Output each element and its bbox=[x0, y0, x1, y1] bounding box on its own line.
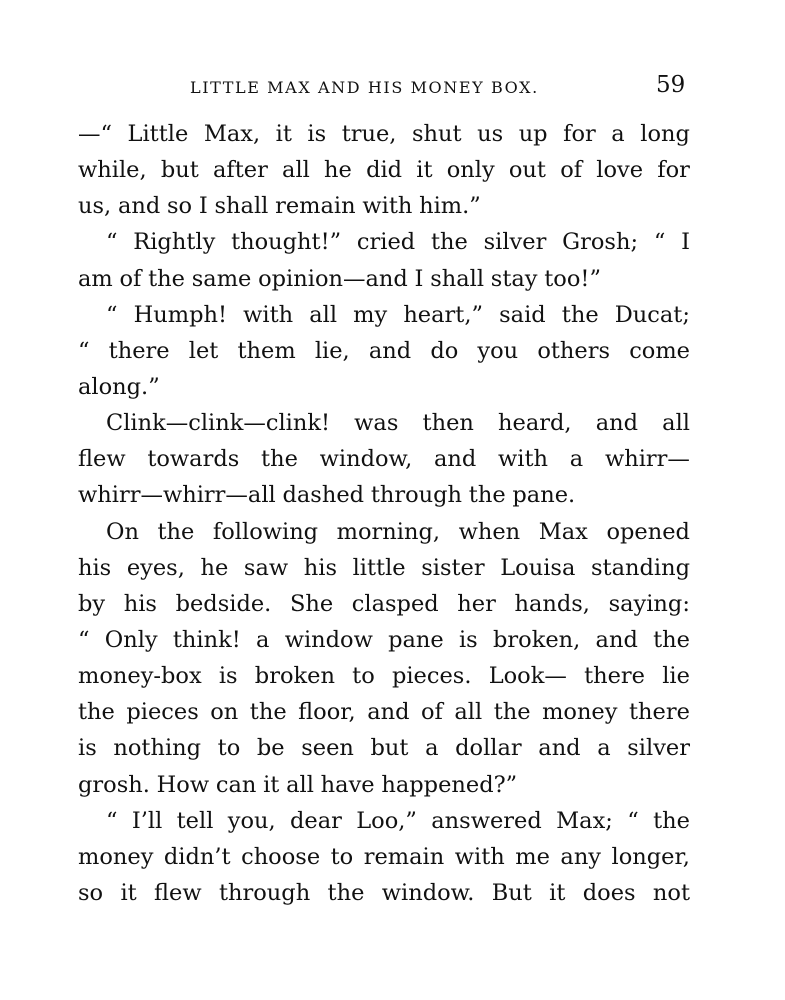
word: my bbox=[353, 301, 388, 328]
text-line bbox=[78, 622, 690, 658]
word: I bbox=[681, 229, 690, 256]
word: a bbox=[611, 121, 625, 147]
word: up bbox=[518, 121, 548, 147]
word: us bbox=[477, 121, 504, 147]
word: all bbox=[454, 699, 483, 726]
word: too!” bbox=[544, 265, 601, 292]
word: is bbox=[78, 735, 97, 762]
word: window bbox=[284, 626, 373, 653]
word: “ bbox=[106, 229, 118, 256]
word: love bbox=[596, 157, 644, 184]
text-line bbox=[78, 839, 690, 875]
word: for bbox=[563, 121, 596, 147]
word: the bbox=[561, 301, 599, 328]
word: with bbox=[454, 843, 505, 870]
word: did bbox=[366, 157, 403, 184]
text-line bbox=[78, 730, 690, 766]
word: morning, bbox=[336, 518, 441, 545]
word: let bbox=[188, 337, 219, 364]
word: silver bbox=[483, 229, 547, 256]
text-line bbox=[78, 188, 690, 224]
word: think! bbox=[172, 626, 241, 653]
text-line bbox=[78, 694, 690, 730]
word: is bbox=[307, 121, 327, 147]
word: answered bbox=[431, 807, 542, 834]
word: her bbox=[457, 590, 496, 617]
word: broken, bbox=[492, 626, 581, 653]
word: clasped bbox=[351, 590, 439, 617]
word: Ducat; bbox=[614, 301, 690, 328]
word: and bbox=[117, 193, 161, 220]
word: does bbox=[582, 879, 636, 906]
text-line bbox=[78, 586, 690, 622]
word: opened bbox=[606, 518, 690, 545]
word: me bbox=[515, 843, 550, 870]
word: his bbox=[78, 554, 112, 581]
word: with bbox=[498, 446, 549, 473]
word: and bbox=[595, 410, 639, 437]
word: true, bbox=[341, 121, 397, 147]
word: a bbox=[569, 446, 584, 473]
word: is bbox=[458, 626, 478, 653]
word: and bbox=[595, 626, 638, 653]
word: same bbox=[191, 265, 252, 292]
word: lie, bbox=[314, 337, 350, 364]
word: “ bbox=[106, 301, 118, 328]
word: shall bbox=[214, 193, 269, 220]
text-line bbox=[78, 514, 690, 550]
word: She bbox=[289, 590, 334, 617]
text-line bbox=[78, 224, 690, 260]
word: broken bbox=[254, 663, 335, 690]
word: when bbox=[458, 518, 521, 545]
word: remain bbox=[363, 843, 445, 870]
word: —“ bbox=[78, 121, 113, 147]
word: us, bbox=[78, 193, 112, 220]
word: hands, bbox=[514, 590, 590, 617]
text-line bbox=[78, 261, 690, 297]
word: Humph! bbox=[133, 301, 228, 328]
word: can bbox=[215, 771, 257, 798]
word: the bbox=[249, 699, 287, 726]
word: How bbox=[156, 771, 210, 798]
word: only bbox=[446, 157, 495, 184]
word: of bbox=[560, 157, 583, 184]
word: his bbox=[123, 590, 157, 617]
word: by bbox=[78, 590, 106, 617]
word: a bbox=[425, 735, 439, 762]
word: after bbox=[212, 157, 268, 184]
word: be bbox=[256, 735, 285, 762]
word: whirr— bbox=[604, 446, 690, 473]
word: the bbox=[261, 446, 298, 473]
word: it bbox=[275, 121, 292, 147]
word: to bbox=[352, 663, 375, 690]
word: there bbox=[108, 337, 170, 364]
word: dashed bbox=[282, 482, 365, 509]
word: Clink—clink—clink! bbox=[106, 410, 331, 437]
word: flew bbox=[154, 879, 202, 906]
word: “ bbox=[78, 337, 90, 364]
word: him.” bbox=[419, 193, 481, 220]
word: longer, bbox=[611, 843, 690, 870]
word: shut bbox=[412, 121, 462, 147]
text-line bbox=[78, 477, 690, 513]
word: am bbox=[78, 265, 113, 292]
word: come bbox=[629, 337, 690, 364]
body-text bbox=[78, 116, 690, 911]
word: But bbox=[491, 879, 532, 906]
word: pane. bbox=[512, 482, 576, 509]
text-line bbox=[78, 767, 690, 803]
word: dear bbox=[289, 807, 342, 834]
word: I bbox=[198, 193, 208, 220]
word: and bbox=[367, 699, 410, 726]
word: “ bbox=[78, 626, 90, 653]
word: of bbox=[119, 265, 142, 292]
word: it bbox=[549, 879, 566, 906]
word: the bbox=[653, 626, 690, 653]
word: with bbox=[362, 193, 413, 220]
word: whirr—whirr—all bbox=[78, 482, 276, 509]
word: there bbox=[628, 699, 690, 726]
word: didn’t bbox=[163, 843, 231, 870]
word: he bbox=[200, 554, 229, 581]
word: through bbox=[218, 879, 311, 906]
word: “ bbox=[653, 229, 666, 256]
word: his bbox=[303, 554, 337, 581]
text-line bbox=[78, 297, 690, 333]
word: it bbox=[263, 771, 280, 798]
word: grosh. bbox=[78, 771, 150, 798]
word: any bbox=[560, 843, 602, 870]
word: dollar bbox=[455, 735, 522, 762]
text-line bbox=[78, 369, 690, 405]
word: the bbox=[653, 807, 690, 834]
text-line bbox=[78, 441, 690, 477]
word: Max; bbox=[556, 807, 613, 834]
word: is bbox=[218, 663, 238, 690]
word: the bbox=[157, 518, 195, 545]
text-line bbox=[78, 116, 690, 152]
word: a bbox=[256, 626, 270, 653]
text-line bbox=[78, 875, 690, 911]
word: I bbox=[414, 265, 424, 292]
word: seen bbox=[301, 735, 354, 762]
running-head: LITTLE MAX AND HIS MONEY BOX. bbox=[190, 78, 539, 97]
word: pane bbox=[388, 626, 444, 653]
word: it bbox=[416, 157, 433, 184]
word: the bbox=[148, 265, 185, 292]
word: the bbox=[493, 699, 531, 726]
page-number: 59 bbox=[656, 72, 686, 98]
word: to bbox=[330, 843, 354, 870]
word: all bbox=[286, 771, 314, 798]
word: but bbox=[370, 735, 409, 762]
word: heart,” bbox=[403, 301, 483, 328]
word: others bbox=[537, 337, 611, 364]
word: pieces bbox=[126, 699, 199, 726]
word: money bbox=[542, 699, 618, 726]
word: remain bbox=[275, 193, 356, 220]
word: all bbox=[309, 301, 338, 328]
word: Loo,” bbox=[356, 807, 417, 834]
word: I’ll bbox=[131, 807, 163, 834]
word: following bbox=[212, 518, 319, 545]
word: window, bbox=[319, 446, 413, 473]
text-line bbox=[78, 550, 690, 586]
word: of bbox=[421, 699, 443, 726]
word: do bbox=[430, 337, 459, 364]
word: was bbox=[354, 410, 399, 437]
text-line bbox=[78, 803, 690, 839]
word: saying: bbox=[608, 590, 690, 617]
word: little bbox=[352, 554, 406, 581]
word: it bbox=[120, 879, 137, 906]
word: along.” bbox=[78, 373, 160, 400]
text-line bbox=[78, 333, 690, 369]
word: on bbox=[210, 699, 239, 726]
word: you bbox=[477, 337, 519, 364]
word: through bbox=[370, 482, 463, 509]
word: then bbox=[422, 410, 474, 437]
word: nothing bbox=[113, 735, 202, 762]
word: all bbox=[282, 157, 310, 184]
word: the bbox=[327, 879, 365, 906]
word: “ bbox=[627, 807, 639, 834]
word: towards bbox=[147, 446, 240, 473]
word: heard, bbox=[498, 410, 572, 437]
word: Max bbox=[538, 518, 588, 545]
word: you, bbox=[227, 807, 276, 834]
word: saw bbox=[243, 554, 289, 581]
word: said bbox=[499, 301, 546, 328]
word: flew bbox=[78, 446, 126, 473]
word: lie bbox=[662, 663, 690, 690]
word: while, bbox=[78, 157, 147, 184]
word: to bbox=[217, 735, 241, 762]
word: opinion—and bbox=[258, 265, 408, 292]
word: shall bbox=[430, 265, 485, 292]
word: Grosh; bbox=[562, 229, 639, 256]
word: and bbox=[368, 337, 412, 364]
text-line bbox=[78, 658, 690, 694]
word: tell bbox=[176, 807, 214, 834]
word: all bbox=[662, 410, 690, 437]
text-line bbox=[78, 405, 690, 441]
word: Only bbox=[104, 626, 158, 653]
word: so bbox=[167, 193, 193, 220]
word: not bbox=[652, 879, 690, 906]
word: standing bbox=[590, 554, 690, 581]
word: long bbox=[640, 121, 690, 147]
word: On bbox=[106, 518, 139, 545]
word: the bbox=[430, 229, 468, 256]
word: Little bbox=[127, 121, 189, 147]
word: silver bbox=[627, 735, 690, 762]
word: Rightly bbox=[133, 229, 216, 256]
word: for bbox=[657, 157, 690, 184]
word: a bbox=[597, 735, 611, 762]
word: and bbox=[538, 735, 581, 762]
word: Look— bbox=[488, 663, 567, 690]
word: “ bbox=[106, 807, 118, 834]
word: stay bbox=[490, 265, 538, 292]
word: and bbox=[434, 446, 477, 473]
word: the bbox=[78, 699, 115, 726]
word: bedside. bbox=[175, 590, 272, 617]
word: window. bbox=[381, 879, 475, 906]
word: choose bbox=[241, 843, 321, 870]
word: Louisa bbox=[500, 554, 576, 581]
word: have bbox=[320, 771, 375, 798]
word: so bbox=[78, 879, 104, 906]
word: he bbox=[324, 157, 352, 184]
word: eyes, bbox=[126, 554, 185, 581]
text-line bbox=[78, 152, 690, 188]
word: happened?” bbox=[381, 771, 518, 798]
word: out bbox=[508, 157, 546, 184]
word: but bbox=[160, 157, 199, 184]
word: sister bbox=[421, 554, 485, 581]
word: thought!” bbox=[231, 229, 342, 256]
word: money-box bbox=[78, 663, 202, 690]
word: there bbox=[584, 663, 645, 690]
word: pieces. bbox=[391, 663, 472, 690]
word: Max, bbox=[203, 121, 261, 147]
word: floor, bbox=[298, 699, 356, 726]
word: with bbox=[243, 301, 294, 328]
word: the bbox=[468, 482, 506, 509]
word: them bbox=[237, 337, 296, 364]
word: cried bbox=[356, 229, 416, 256]
word: money bbox=[78, 843, 154, 870]
